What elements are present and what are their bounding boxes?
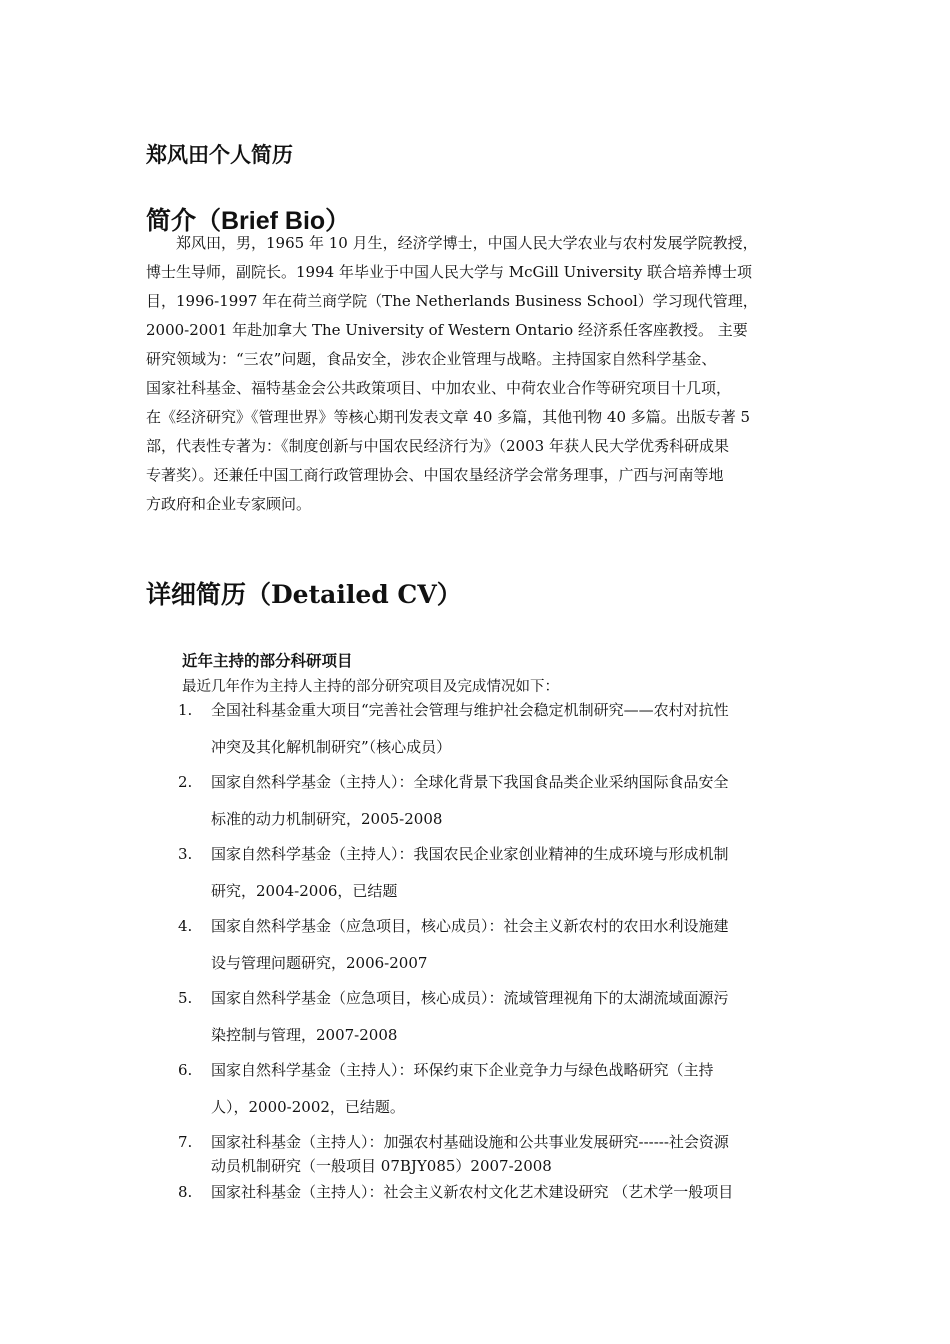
project-text-line: 国家自然科学基金（主持人）：环保约束下企业竞争力与绿色战略研究（主持 — [211, 1061, 714, 1079]
project-text-line: 全国社科基金重大项目“完善社会管理与维护社会稳定机制研究——农村对抗性 — [211, 701, 729, 719]
project-text-line: 设与管理问题研究，2006-2007 — [211, 954, 428, 972]
cv-heading: 详细简历（Detailed CV） — [146, 580, 462, 609]
bio-line: 郑风田，男，1965 年 10 月生，经济学博士，中国人民大学农业与农村发展学院教授， — [146, 234, 758, 252]
bio-line: 2000-2001 年赴加拿大 The University of Western Ontario 经济系任客座教授。 主要 — [146, 321, 748, 339]
bio-heading: 简介（Brief Bio） — [146, 207, 351, 235]
project-text-line: 冲突及其化解机制研究”（核心成员） — [211, 738, 452, 756]
projects-intro: 最近几年作为主持人主持的部分研究项目及完成情况如下： — [182, 679, 559, 695]
bio-line: 在《经济研究》《管理世界》等核心期刊发表文章 40 多篇，其他刊物 40 多篇。出版专著 5 — [146, 408, 751, 426]
project-text-line: 标准的动力机制研究，2005-2008 — [211, 810, 443, 828]
document-title: 郑风田个人简历 — [146, 142, 293, 167]
project-number: 1. — [178, 701, 193, 719]
bio-paragraph — [146, 229, 816, 519]
project-number: 5. — [178, 989, 193, 1007]
project-number: 2. — [178, 773, 193, 791]
bio-line: 博士生导师，副院长。1994 年毕业于中国人民大学与 McGill University 联合培养博士项 — [146, 263, 753, 281]
bio-line: 部，代表性专著为：《制度创新与中国农民经济行为》（2003 年获人民大学优秀科研成果 — [146, 437, 729, 455]
project-number: 3. — [178, 845, 193, 863]
project-number: 6. — [178, 1061, 193, 1079]
project-number: 4. — [178, 917, 193, 935]
project-text-line: 国家自然科学基金（主持人）：我国农民企业家创业精神的生成环境与形成机制 — [211, 845, 729, 863]
project-text-line: 动员机制研究（一般项目 07BJY085）2007-2008 — [211, 1157, 552, 1175]
project-text-line: 研究，2004-2006，已结题 — [211, 882, 398, 900]
project-text-line: 国家社科基金（主持人）：加强农村基础设施和公共事业发展研究------社会资源 — [211, 1133, 729, 1151]
bio-line: 目，1996-1997 年在荷兰商学院（The Netherlands Business School）学习现代管理， — [146, 292, 758, 310]
bio-line: 研究领域为：“三农”问题，食品安全，涉农企业管理与战略。主持国家自然科学基金、 — [146, 350, 717, 368]
project-text-line: 国家自然科学基金（应急项目，核心成员）：流域管理视角下的太湖流域面源污 — [211, 989, 729, 1007]
bio-line: 专著奖）。还兼任中国工商行政管理协会、中国农垦经济学会常务理事，广西与河南等地 — [146, 466, 724, 484]
project-number: 8. — [178, 1183, 193, 1201]
bio-line: 国家社科基金、福特基金会公共政策项目、中加农业、中荷农业合作等研究项目十几项， — [146, 379, 732, 397]
project-text-line: 国家自然科学基金（主持人）：全球化背景下我国食品类企业采纳国际食品安全 — [211, 773, 729, 791]
project-text-line: 染控制与管理，2007-2008 — [211, 1026, 398, 1044]
project-text-line: 国家自然科学基金（应急项目，核心成员）：社会主义新农村的农田水利设施建 — [211, 917, 729, 935]
project-text-line: 人），2000-2002，已结题。 — [211, 1098, 405, 1116]
project-text-line: 国家社科基金（主持人）：社会主义新农村文化艺术建设研究 （艺术学一般项目 — [211, 1183, 734, 1201]
projects-heading: 近年主持的部分科研项目 — [182, 651, 353, 670]
project-number: 7. — [178, 1133, 193, 1151]
bio-line: 方政府和企业专家顾问。 — [146, 495, 312, 513]
